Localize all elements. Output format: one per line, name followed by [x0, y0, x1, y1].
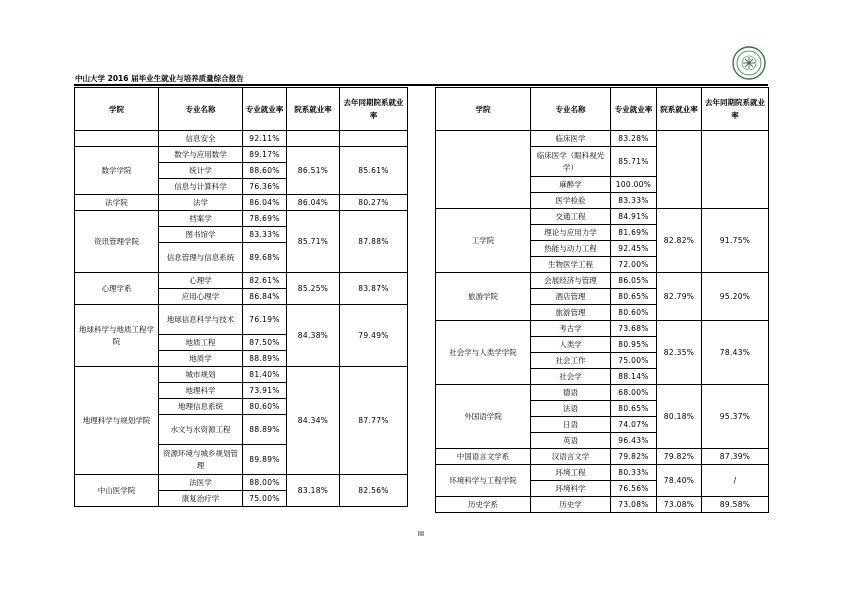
major-name-cell: 应用心理学	[159, 289, 243, 305]
major-rate-cell: 83.33%	[243, 227, 287, 243]
last-year-rate-cell: 79.49%	[340, 305, 408, 367]
major-name-cell: 资源环境与城乡规划管理	[159, 445, 243, 475]
major-name-cell: 考古学	[531, 321, 611, 337]
major-rate-cell: 86.05%	[611, 273, 657, 289]
major-name-cell: 心理学	[159, 273, 243, 289]
major-name-cell: 酒店管理	[531, 289, 611, 305]
last-year-rate-cell: 95.20%	[702, 273, 769, 321]
college-rate-cell: 85.25%	[287, 273, 340, 305]
column-header-major-rate: 专业就业率	[243, 88, 287, 131]
major-name-cell: 档案学	[159, 211, 243, 227]
column-header-last-year-rate: 去年同期院系就业率	[702, 88, 769, 131]
table-row	[436, 465, 769, 481]
table-row	[436, 273, 769, 289]
major-rate-cell: 92.45%	[611, 241, 657, 257]
major-rate-cell: 81.40%	[243, 367, 287, 383]
major-name-cell: 法语	[531, 401, 611, 417]
college-name-cell: 心理学系	[75, 273, 159, 305]
employment-table-left	[74, 87, 408, 507]
table-row	[436, 497, 769, 513]
major-rate-cell: 73.68%	[611, 321, 657, 337]
college-name-cell: 中山医学院	[75, 475, 159, 507]
major-rate-cell: 85.71%	[611, 147, 657, 177]
major-rate-cell: 81.69%	[611, 225, 657, 241]
last-year-rate-cell: 87.39%	[702, 449, 769, 465]
major-name-cell: 地质学	[159, 351, 243, 367]
table-row	[75, 195, 408, 211]
major-name-cell: 城市规划	[159, 367, 243, 383]
last-year-rate-cell: 91.75%	[702, 209, 769, 273]
table-row	[75, 131, 408, 147]
major-name-cell: 人类学	[531, 337, 611, 353]
table-row	[75, 211, 408, 227]
major-rate-cell: 76.36%	[243, 179, 287, 195]
major-rate-cell: 75.00%	[611, 353, 657, 369]
major-rate-cell: 80.65%	[611, 289, 657, 305]
last-year-rate-cell: 82.56%	[340, 475, 408, 507]
college-name-cell: 环境科学与工程学院	[436, 465, 531, 497]
college-name-cell: 工学院	[436, 209, 531, 273]
college-name-cell: 旅游学院	[436, 273, 531, 321]
major-rate-cell: 87.50%	[243, 335, 287, 351]
major-rate-cell: 88.00%	[243, 475, 287, 491]
college-rate-cell	[287, 131, 340, 147]
last-year-rate-cell: 80.27%	[340, 195, 408, 211]
college-rate-cell: 73.08%	[657, 497, 702, 513]
major-rate-cell: 88.60%	[243, 163, 287, 179]
major-rate-cell: 78.69%	[243, 211, 287, 227]
major-rate-cell: 89.68%	[243, 243, 287, 273]
major-name-cell: 地理信息系统	[159, 399, 243, 415]
college-rate-cell: 82.79%	[657, 273, 702, 321]
major-rate-cell: 100.00%	[611, 177, 657, 193]
major-name-cell: 图书馆学	[159, 227, 243, 243]
college-name-cell: 地球科学与地质工程学院	[75, 305, 159, 367]
major-rate-cell: 80.95%	[611, 337, 657, 353]
major-name-cell: 临床医学（眼科视光学）	[531, 147, 611, 177]
major-name-cell: 英语	[531, 433, 611, 449]
table-row	[436, 131, 769, 147]
college-rate-cell: 85.71%	[287, 211, 340, 273]
major-rate-cell: 76.19%	[243, 305, 287, 335]
major-name-cell: 法学	[159, 195, 243, 211]
major-rate-cell: 74.07%	[611, 417, 657, 433]
major-name-cell: 临床医学	[531, 131, 611, 147]
last-year-rate-cell	[702, 131, 769, 209]
university-seal-icon	[732, 46, 766, 80]
last-year-rate-cell: 78.43%	[702, 321, 769, 385]
college-name-cell	[75, 131, 159, 147]
major-rate-cell: 96.43%	[611, 433, 657, 449]
last-year-rate-cell: /	[702, 465, 769, 497]
college-rate-cell: 84.38%	[287, 305, 340, 367]
major-name-cell: 理论与应用力学	[531, 225, 611, 241]
major-name-cell: 社会工作	[531, 353, 611, 369]
major-rate-cell: 88.89%	[243, 351, 287, 367]
college-rate-cell	[657, 131, 702, 209]
column-header-college: 学院	[436, 88, 531, 131]
column-header-college-rate: 院系就业率	[287, 88, 340, 131]
major-name-cell: 交通工程	[531, 209, 611, 225]
employment-table-right	[435, 87, 769, 513]
table-row	[436, 321, 769, 337]
major-name-cell: 信息安全	[159, 131, 243, 147]
college-rate-cell: 78.40%	[657, 465, 702, 497]
college-name-cell: 数学学院	[75, 147, 159, 195]
major-name-cell: 社会学	[531, 369, 611, 385]
major-rate-cell: 72.00%	[611, 257, 657, 273]
table-row	[436, 385, 769, 401]
major-name-cell: 热能与动力工程	[531, 241, 611, 257]
major-rate-cell: 88.89%	[243, 415, 287, 445]
college-name-cell: 地理科学与规划学院	[75, 367, 159, 475]
major-rate-cell: 83.33%	[611, 193, 657, 209]
major-rate-cell: 86.04%	[243, 195, 287, 211]
college-rate-cell: 84.34%	[287, 367, 340, 475]
column-header-major: 专业名称	[159, 88, 243, 131]
last-year-rate-cell: 85.61%	[340, 147, 408, 195]
major-name-cell: 统计学	[159, 163, 243, 179]
college-name-cell: 外国语学院	[436, 385, 531, 449]
major-name-cell: 信息管理与信息系统	[159, 243, 243, 273]
college-name-cell: 资讯管理学院	[75, 211, 159, 273]
major-rate-cell: 88.14%	[611, 369, 657, 385]
college-rate-cell: 79.82%	[657, 449, 702, 465]
college-rate-cell: 82.82%	[657, 209, 702, 273]
major-name-cell: 麻醉学	[531, 177, 611, 193]
table-row	[75, 147, 408, 163]
college-rate-cell: 83.18%	[287, 475, 340, 507]
last-year-rate-cell	[340, 131, 408, 147]
column-header-major: 专业名称	[531, 88, 611, 131]
table-row	[436, 449, 769, 465]
major-name-cell: 历史学	[531, 497, 611, 513]
column-header-college-rate: 院系就业率	[657, 88, 702, 131]
college-rate-cell: 80.18%	[657, 385, 702, 449]
table-row	[75, 305, 408, 335]
major-name-cell: 法医学	[159, 475, 243, 491]
major-rate-cell: 73.08%	[611, 497, 657, 513]
major-rate-cell: 80.65%	[611, 401, 657, 417]
major-rate-cell: 83.28%	[611, 131, 657, 147]
major-name-cell: 汉语言文学	[531, 449, 611, 465]
major-rate-cell: 68.00%	[611, 385, 657, 401]
college-rate-cell: 86.51%	[287, 147, 340, 195]
major-name-cell: 生物医学工程	[531, 257, 611, 273]
major-name-cell: 医学检验	[531, 193, 611, 209]
major-name-cell: 日语	[531, 417, 611, 433]
major-rate-cell: 92.11%	[243, 131, 287, 147]
major-rate-cell: 80.60%	[243, 399, 287, 415]
last-year-rate-cell: 87.77%	[340, 367, 408, 475]
major-rate-cell: 75.00%	[243, 491, 287, 507]
major-rate-cell: 80.60%	[611, 305, 657, 321]
college-name-cell: 法学院	[75, 195, 159, 211]
last-year-rate-cell: 95.37%	[702, 385, 769, 449]
major-rate-cell: 79.82%	[611, 449, 657, 465]
major-rate-cell: 76.56%	[611, 481, 657, 497]
college-name-cell: 中国语言文学系	[436, 449, 531, 465]
last-year-rate-cell: 87.88%	[340, 211, 408, 273]
major-name-cell: 环境科学	[531, 481, 611, 497]
header-rule	[74, 84, 768, 86]
last-year-rate-cell: 89.58%	[702, 497, 769, 513]
major-name-cell: 康复治疗学	[159, 491, 243, 507]
table-row	[75, 273, 408, 289]
major-name-cell: 地理科学	[159, 383, 243, 399]
major-name-cell: 信息与计算科学	[159, 179, 243, 195]
major-rate-cell: 82.61%	[243, 273, 287, 289]
table-row	[75, 367, 408, 383]
table-row	[436, 209, 769, 225]
column-header-major-rate: 专业就业率	[611, 88, 657, 131]
major-rate-cell: 80.33%	[611, 465, 657, 481]
report-title: 中山大学 2016 届毕业生就业与培养质量综合报告	[75, 74, 244, 83]
major-rate-cell: 73.91%	[243, 383, 287, 399]
major-name-cell: 地球信息科学与技术	[159, 305, 243, 335]
college-name-cell: 历史学系	[436, 497, 531, 513]
page-number: III	[417, 530, 425, 538]
major-rate-cell: 86.84%	[243, 289, 287, 305]
major-name-cell: 德语	[531, 385, 611, 401]
major-rate-cell: 89.17%	[243, 147, 287, 163]
column-header-college: 学院	[75, 88, 159, 131]
major-name-cell: 环境工程	[531, 465, 611, 481]
college-name-cell: 社会学与人类学学院	[436, 321, 531, 385]
major-rate-cell: 89.89%	[243, 445, 287, 475]
major-name-cell: 水文与水资源工程	[159, 415, 243, 445]
college-rate-cell: 82.35%	[657, 321, 702, 385]
college-name-cell	[436, 131, 531, 209]
major-name-cell: 数学与应用数学	[159, 147, 243, 163]
major-rate-cell: 84.91%	[611, 209, 657, 225]
table-row	[75, 475, 408, 491]
major-name-cell: 旅游管理	[531, 305, 611, 321]
major-name-cell: 会展经济与管理	[531, 273, 611, 289]
major-name-cell: 地质工程	[159, 335, 243, 351]
college-rate-cell: 86.04%	[287, 195, 340, 211]
last-year-rate-cell: 83.87%	[340, 273, 408, 305]
column-header-last-year-rate: 去年同期院系就业率	[340, 88, 408, 131]
